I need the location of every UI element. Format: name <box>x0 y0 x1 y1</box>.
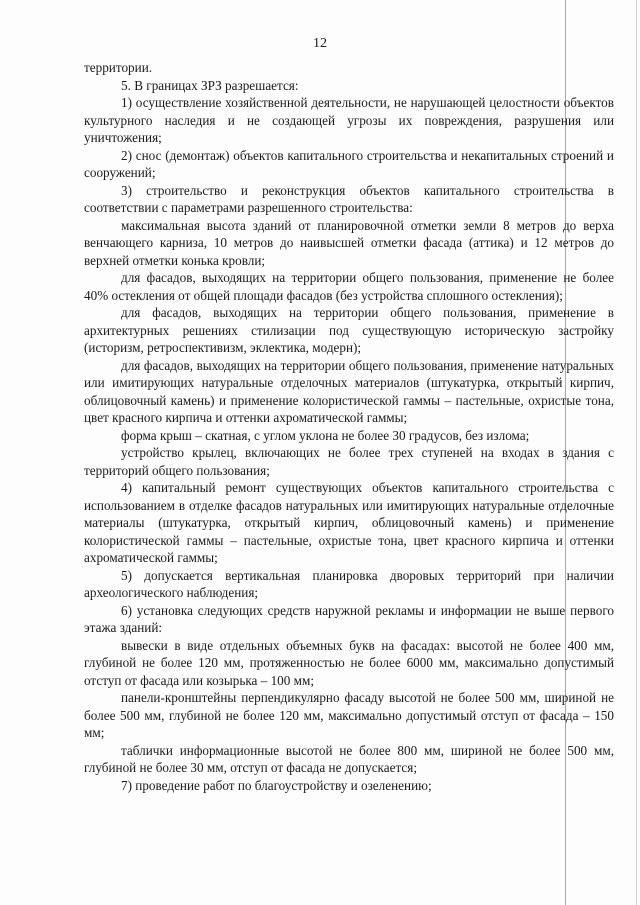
document-body <box>84 59 614 794</box>
paragraph: 4) капитальный ремонт существующих объектов капитального строительства с использованием в отделке фасадов натуральных или имитирующих натуральные отделочные материалы (штукатурка, открытый кирпич, облицовочный камень) и применение колористической гаммы – пастельные, охристые тона, цвет красного кирпича и оттенки ахроматической гаммы; <box>84 480 614 565</box>
paragraph: 7) проведение работ по благоустройству и озеленению; <box>121 777 432 793</box>
paragraph: 1) осуществление хозяйственной деятельности, не нарушающей целостности объектов культурного наследия и не создающей угрозы их повреждения, разрушения или уничтожения; <box>84 95 614 145</box>
paragraph: вывески в виде отдельных объемных букв на фасадах: высотой не более 400 мм, глубиной не более 120 мм, протяженностью не более 6000 мм, максимально допустимый отступ от фасада или козырька – 100 мм; <box>84 637 614 688</box>
paragraph: для фасадов, выходящих на территории общего пользования, применение в архитектурных решениях стилизации под существующую историческую застройку (историзм, ретроспективизм, эклектика, модерн); <box>84 305 614 355</box>
paragraph: таблички информационные высотой не более 800 мм, шириной не более 500 мм, глубиной не более 30 мм, отступ от фасада не допускается; <box>84 742 614 775</box>
paragraph: 3) строительство и реконструкция объектов капитального строительства в соответствии с параметрами разрешенного строительства: <box>84 182 614 215</box>
paragraph: форма крыш – скатная, с углом уклона не более 30 градусов, без излома; <box>121 427 530 443</box>
paragraph: устройство крылец, включающих не более трех ступеней на входах в здания с территорий общего пользования; <box>84 445 614 478</box>
paragraph: для фасадов, выходящих на территории общего пользования, применение натуральных или имитирующих натуральные отделочных материалов (штукатурка, открытый кирпич, облицовочный камень) и применение колористической гаммы – пастельные, охристые тона, цвет красного кирпича и оттенки ахроматической гаммы; <box>84 357 614 425</box>
paragraph: для фасадов, выходящих на территории общего пользования, применение не более 40% остекления от общей площади фасадов (без устройства сплошного остекления); <box>84 270 614 303</box>
paragraph: панели-кронштейны перпендикулярно фасаду высотой не более 500 мм, шириной не более 500 мм, глубиной не более 120 мм, максимально допустимый отступ от фасада – 150 мм; <box>84 690 614 740</box>
paragraph: 6) установка следующих средств наружной рекламы и информации не выше первого этажа зданий: <box>84 602 614 635</box>
page-number: 12 <box>313 36 327 51</box>
paragraph: 2) снос (демонтаж) объектов капитального строительства и некапитальных строений и сооружений; <box>84 147 614 180</box>
paragraph: максимальная высота зданий от планировочной отметки земли 8 метров до верха венчающего карниза, 10 метров до наивысшей отметки фасада (аттика) и 12 метров до верхней отметки конька кровли; <box>84 217 614 268</box>
paragraph: 5) допускается вертикальная планировка дворовых территорий при наличии археологического наблюдения; <box>84 567 614 600</box>
scan-edge-line <box>636 0 637 905</box>
paragraph: 5. В границах ЗРЗ разрешается: <box>121 77 299 93</box>
paragraph: территории. <box>84 60 153 75</box>
